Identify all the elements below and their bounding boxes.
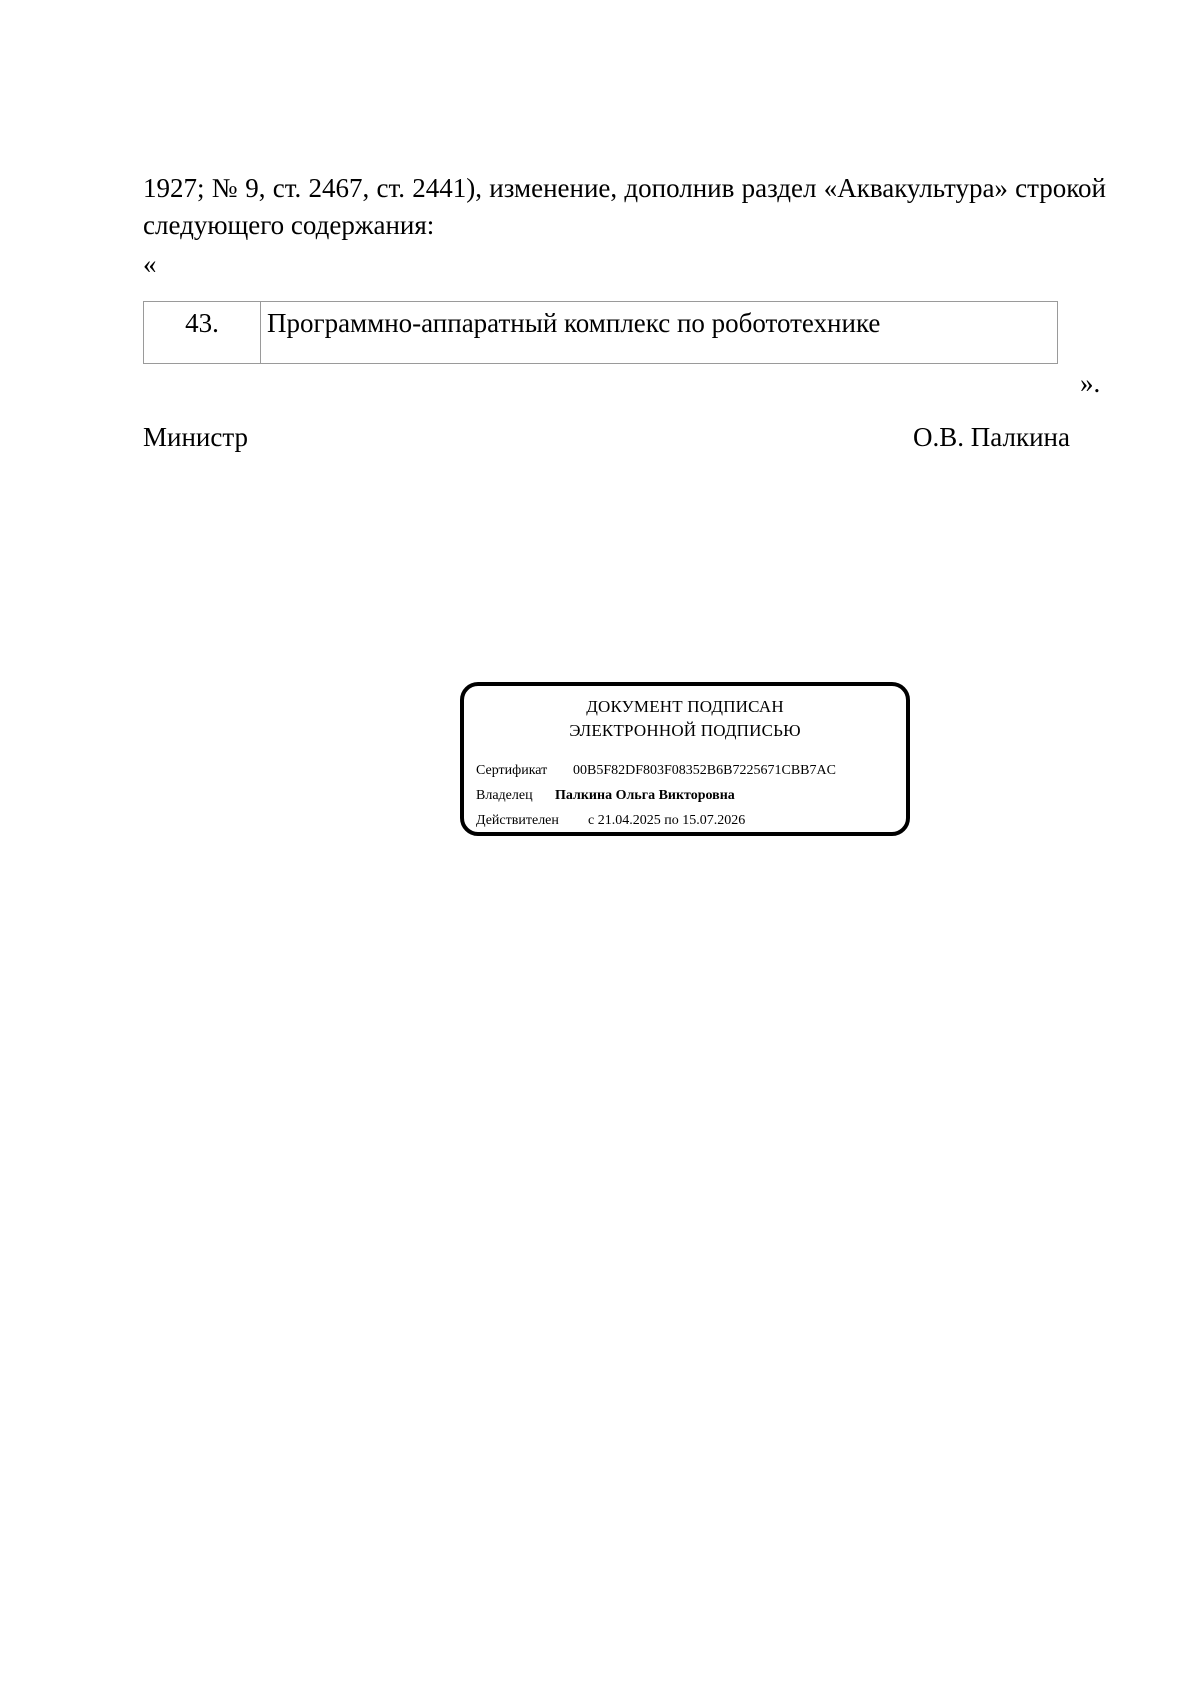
validity-value: с 21.04.2025 по 15.07.2026 xyxy=(588,813,746,828)
signatory-name: О.В. Палкина xyxy=(913,422,1070,452)
row-number-cell: 43. xyxy=(144,302,261,364)
certificate-label: Сертификат xyxy=(476,763,548,778)
opening-quote: « xyxy=(143,249,157,279)
row-text-cell: Программно-аппаратный комплекс по робототехнике xyxy=(261,302,1058,364)
owner-value: Палкина Ольга Викторовна xyxy=(555,788,735,803)
stamp-title-line1: ДОКУМЕНТ ПОДПИСАН xyxy=(586,697,784,716)
electronic-signature-stamp xyxy=(460,682,910,836)
amendment-paragraph: 1927; № 9, ст. 2467, ст. 2441), изменение, дополнив раздел «Аквакультура» строкой следующего содержания: xyxy=(143,173,1106,240)
table-row xyxy=(144,302,1058,364)
stamp-title-line2: ЭЛЕКТРОННОЙ ПОДПИСЬЮ xyxy=(569,721,801,740)
closing-quote: ». xyxy=(1080,368,1101,398)
owner-label: Владелец xyxy=(476,788,533,803)
signatory-title: Министр xyxy=(143,422,248,452)
certificate-value: 00B5F82DF803F08352B6B7225671CBB7AC xyxy=(573,763,836,778)
stamp-certificate-row xyxy=(476,762,836,780)
validity-label: Действителен xyxy=(476,813,559,828)
stamp-validity-row xyxy=(476,812,745,830)
inserted-row-table xyxy=(143,301,1058,364)
stamp-owner-row xyxy=(476,787,735,805)
